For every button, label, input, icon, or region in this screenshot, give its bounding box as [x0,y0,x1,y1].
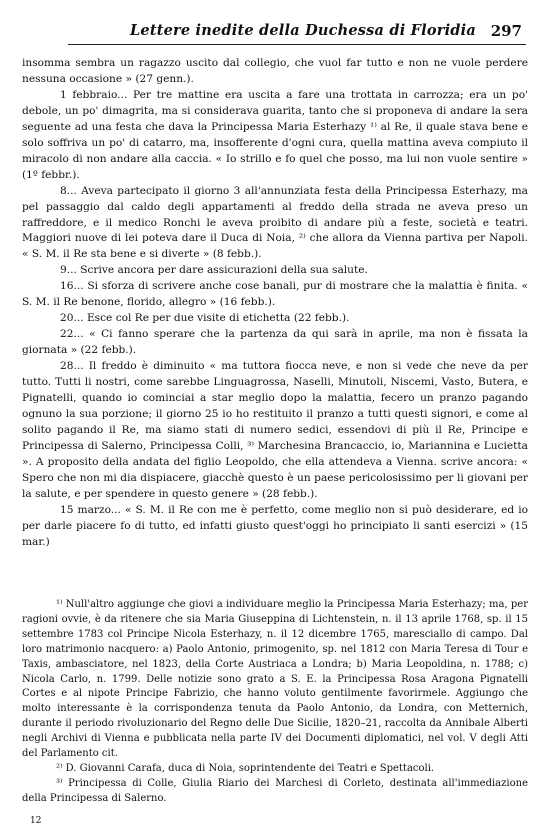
paragraph: 28... Il freddo è diminuito « ma tuttora fiocca neve, e non si vede che neve da per tutto. Tutti li nostri, come sarebbe Linguagrossa, Naselli, Minutoli, Niscemi, Vasto, Butera, e Pignatelli, quando io cominciai a star meglio dopo la malattia, fecero un pranzo pagando ognuno la sua porzione; il giorno 25 io ho restituito il pranzo a tutti questi signori, e come al solito pagando il Re, ma siamo stati di numero sedici, essendovi di più il Re, Principe e Principessa di Salerno, Principessa Colli, ³⁾ Marchesina Brancaccio, io, Mariannina e Lucietta ». A proposito della andata del figlio Leopoldo, che ella attendeva a Vienna. scrive ancora: « Spero che non mi dia dispiacere, giacchè questo è un paese pericolosissimo per li giovani per la salute, e per spendere in questo genere » (28 febb.). [22,360,528,500]
printer-signature: 12 [30,816,42,826]
paragraph: insomma sembra un ragazzo uscito dal collegio, che vuol far tutto e non ne vuole perdere nessuna occasione » (27 genn.). [22,57,528,85]
paragraph: 9... Scrive ancora per dare assicurazioni della sua salute. [60,264,368,277]
running-title: Lettere inedite della Duchessa di Floridia [130,22,476,39]
paragraph: 8... Aveva partecipato il giorno 3 all'annunziata festa della Principessa Esterhazy, ma pel passaggio dal caldo degli appartamenti al freddo della strada ne aveva preso un raffreddore, e il medico Ronchi le aveva proibito di andare più a feste, società e teatri. Maggiori nuove di lei poteva dare il Duca di Noia, ²⁾ che allora da Vienna partiva per Napoli. « S. M. il Re sta bene e si diverte » (8 febb.). [22,184,528,261]
paragraph: 22... « Ci fanno sperare che la partenza da qui sarà in aprile, ma non è fissata la giornata » (22 febb.). [22,328,528,357]
footnotes [22,598,528,807]
footnote-2: ²⁾ D. Giovanni Carafa, duca di Noia, soprintendente dei Teatri e Spettacoli. [56,762,435,774]
paragraph: 15 marzo... « S. M. il Re con me è perfetto, come meglio non si può desiderare, ed io per darle piacere fo di tutto, ed infatti giusto quest'oggi ho principiato li santi esercizi » (15 mar.) [22,503,528,548]
footnote-1: ¹⁾ Null'altro aggiunge che giovi a individuare meglio la Principessa Maria Esterhazy; ma, per ragioni ovvie, è da ritenere che sia Maria Giuseppina di Lichtenstein, n. il 13 aprile 1768, sp. il 15 settembre 1783 col Principe Nicola Esterhazy, n. il 12 dicembre 1765, maresciallo di campo. Dal loro matrimonio nacquero: a) Paolo Antonio, primogenito, sp. nel 1812 con Maria Teresa di Tour e Taxis, ambasciatore, nel 1823, della Corte Austriaca a Londra; b) Maria Leopoldina, n. 1788; c) Nicola Carlo, n. 1799. Delle notizie sono grato a S. E. la Principessa Rosa Aragona Pignatelli Cortes e al nipote Principe Fabrizio, che hanno voluto gentilmente favorirmele. Aggiungo che molto interessante è la corrispondenza tenuta da Paolo Antonio, da Londra, con Metternich, durante il periodo rivoluzionario del Regno delle Due Sicilie, 1820–21, raccolta da Annibale Alberti negli Archivi di Vienna e pubblicata nella parte IV dei Documenti diplomatici, nel vol. V degli Atti del Parlamento cit. [22,599,528,760]
running-header [78,22,522,44]
page-number: 297 [490,22,522,40]
paragraph: 1 febbraio... Per tre mattine era uscita a fare una trottata in carrozza; era un po' debole, un po' dimagrita, ma si considerava guarita, tanto che si proponeva di andare la sera seguente ad una festa che dava la Principessa Maria Esterhazy ¹⁾ al Re, il quale stava bene e solo soffriva un po' di catarro, ma, insofferente d'ogni cura, quella mattina aveva compiuto il miracolo di non andare alla caccia. « Io strillo e fo quel che posso, ma lui non vuole sentire » (1º febbr.). [22,88,528,181]
paragraph: 20... Esce col Re per due visite di etichetta (22 febb.). [60,312,350,325]
paragraph: 16... Si sforza di scrivere anche cose banali, pur di mostrare che la malattia è finita. « S. M. il Re benone, florido, allegro » (16 febb.). [22,280,528,309]
footnote-3: ³⁾ Principessa di Colle, Giulia Riario dei Marchesi di Corleto, destinata all'immediazione della Principessa di Salerno. [22,777,528,804]
header-rule [68,44,526,45]
main-text [22,56,528,551]
